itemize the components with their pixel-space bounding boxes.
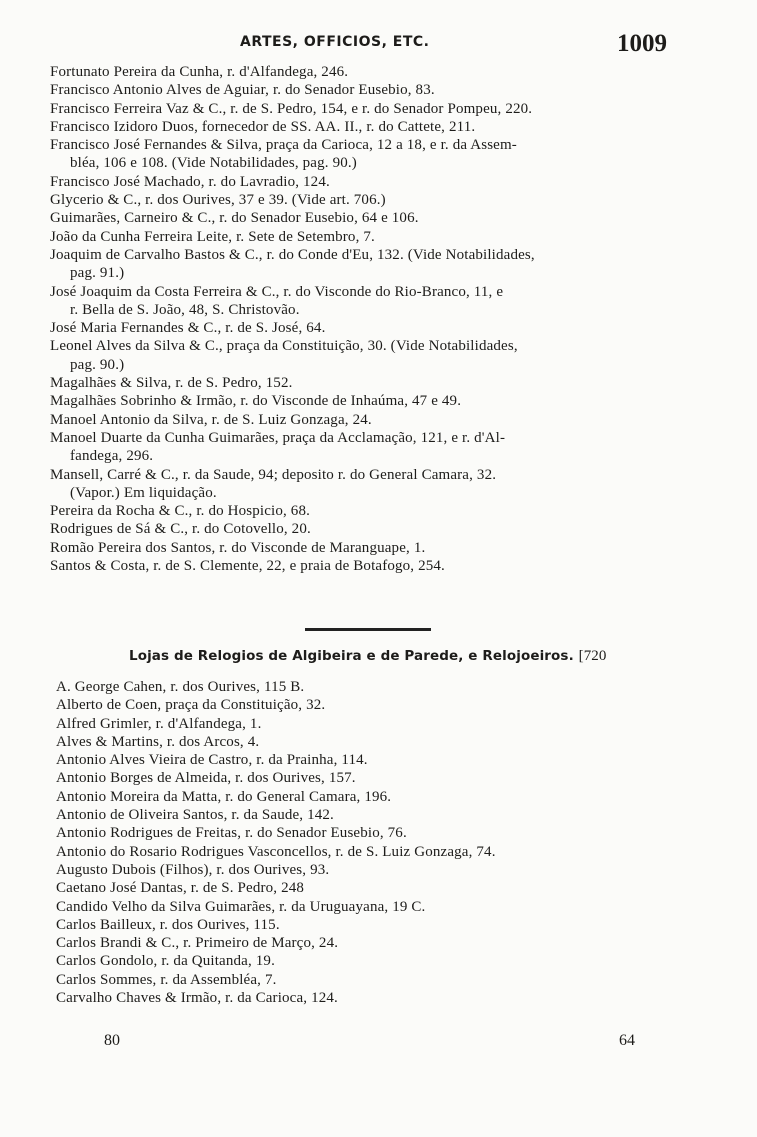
entry-text: Magalhães Sobrinho & Irmão, r. do Visconde de Inhaúma, 47 e 49.	[50, 393, 462, 410]
section-heading-title: Lojas de Relogios de Algibeira e de Parede, e Relojoeiros.	[129, 648, 574, 664]
section-code: [720	[578, 648, 607, 664]
watch-shop-entry: Antonio Rodrigues de Freitas, r. do Senador Eusebio, 76.	[56, 825, 407, 842]
watch-shop-entry: Antonio Moreira da Matta, r. do General Camara, 196.	[56, 788, 392, 805]
entry-text: Pereira da Rocha & C., r. do Hospicio, 68.	[50, 503, 311, 520]
directory-entry	[50, 392, 757, 410]
entry-text: Guimarães, Carneiro & C., r. do Senador Eusebio, 64 e 106.	[50, 210, 419, 227]
directory-entry	[50, 191, 757, 209]
directory-section-1	[50, 63, 757, 575]
watch-shop-entry: Alves & Martins, r. dos Arcos, 4.	[56, 733, 260, 750]
entry-continuation: (Vapor.) Em liquidação.	[70, 484, 217, 501]
watch-shop-entry: Caetano José Dantas, r. de S. Pedro, 248	[56, 880, 305, 897]
watch-shop-entry: Augusto Dubois (Filhos), r. dos Ourives, 93.	[56, 861, 330, 878]
directory-section-2	[56, 678, 757, 1007]
page-header	[0, 30, 757, 66]
directory-entry	[50, 100, 757, 118]
entry-text: Romão Pereira dos Santos, r. do Visconde de Maranguape, 1.	[50, 539, 426, 556]
watch-shop-entry: Alberto de Coen, praça da Constituição, 32.	[56, 697, 326, 714]
entry-text: Magalhães & Silva, r. de S. Pedro, 152.	[50, 375, 293, 392]
watch-shop-entry: Antonio Alves Vieira de Castro, r. da Prainha, 114.	[56, 752, 368, 769]
directory-entry	[50, 118, 757, 136]
watch-shop-entry: Antonio do Rosario Rodrigues Vasconcellos, r. de S. Luiz Gonzaga, 74.	[56, 843, 496, 860]
footer-signature-right: 64	[619, 1032, 635, 1049]
directory-entry	[50, 374, 757, 392]
watch-shop-entry: Antonio Borges de Almeida, r. dos Ourives, 157.	[56, 770, 356, 787]
directory-entry	[50, 209, 757, 227]
footer-signature-left: 80	[104, 1032, 120, 1049]
entry-text: Glycerio & C., r. dos Ourives, 37 e 39. (Vide art. 706.)	[50, 192, 386, 209]
entry-continuation: fandega, 296.	[70, 448, 154, 465]
directory-entry	[50, 539, 757, 557]
directory-entry	[50, 63, 757, 81]
entry-text: Santos & Costa, r. de S. Clemente, 22, e praia de Botafogo, 254.	[50, 558, 445, 575]
page-number: 1009	[617, 30, 667, 57]
watch-shop-entry: Carvalho Chaves & Irmão, r. da Carioca, 124.	[56, 990, 338, 1007]
entry-text: Francisco José Fernandes & Silva, praça da Carioca, 12 a 18, e r. da Assem-	[50, 137, 517, 154]
entry-text: José Maria Fernandes & C., r. de S. José, 64.	[50, 320, 326, 337]
watch-shop-entry: A. George Cahen, r. dos Ourives, 115 B.	[56, 679, 305, 695]
directory-entry	[50, 520, 757, 538]
entry-text: Leonel Alves da Silva & C., praça da Constituição, 30. (Vide Notabilidades,	[50, 338, 518, 355]
directory-entry	[50, 228, 757, 246]
entry-text: Francisco Antonio Alves de Aguiar, r. do Senador Eusebio, 83.	[50, 82, 435, 99]
directory-entry	[50, 136, 757, 173]
entry-text: Francisco José Machado, r. do Lavradio, 124.	[50, 173, 330, 190]
watch-shop-entry: Carlos Gondolo, r. da Quitanda, 19.	[56, 953, 275, 970]
entry-continuation: r. Bella de S. João, 48, S. Christovão.	[70, 301, 300, 318]
directory-entry	[50, 557, 757, 575]
running-title: ARTES, OFFICIOS, ETC.	[240, 34, 430, 50]
watch-shop-entry: Candido Velho da Silva Guimarães, r. da Uruguayana, 19 C.	[56, 898, 426, 915]
directory-entry	[50, 429, 757, 466]
watch-shop-entry: Carlos Sommes, r. da Assembléa, 7.	[56, 971, 277, 988]
directory-entry	[50, 502, 757, 520]
entry-text: Mansell, Carré & C., r. da Saude, 94; deposito r. do General Camara, 32.	[50, 466, 497, 483]
section-heading	[129, 648, 607, 665]
entry-continuation: pag. 90.)	[70, 356, 125, 373]
watch-shop-entry: Antonio de Oliveira Santos, r. da Saude, 142.	[56, 807, 334, 824]
entry-continuation: bléa, 106 e 108. (Vide Notabilidades, pag. 90.)	[70, 155, 357, 172]
entry-continuation: pag. 91.)	[70, 265, 125, 282]
entry-text: Joaquim de Carvalho Bastos & C., r. do Conde d'Eu, 132. (Vide Notabilidades,	[50, 246, 535, 263]
directory-entry	[50, 81, 757, 99]
entry-text: Rodrigues de Sá & C., r. do Cotovello, 20.	[50, 521, 311, 538]
entry-text: José Joaquim da Costa Ferreira & C., r. do Visconde do Rio-Branco, 11, e	[50, 283, 504, 300]
watch-shop-entry: Carlos Bailleux, r. dos Ourives, 115.	[56, 916, 280, 933]
entry-text: João da Cunha Ferreira Leite, r. Sete de Setembro, 7.	[50, 228, 375, 245]
section-divider	[305, 628, 431, 631]
entry-text: Francisco Ferreira Vaz & C., r. de S. Pedro, 154, e r. do Senador Pompeu, 220.	[50, 100, 533, 117]
entry-text: Fortunato Pereira da Cunha, r. d'Alfandega, 246.	[50, 64, 349, 80]
directory-entry	[50, 173, 757, 191]
entry-text: Manoel Antonio da Silva, r. de S. Luiz Gonzaga, 24.	[50, 411, 372, 428]
directory-entry	[50, 283, 757, 320]
directory-entry	[50, 411, 757, 429]
directory-entry	[50, 466, 757, 503]
entry-text: Manoel Duarte da Cunha Guimarães, praça da Acclamação, 121, e r. d'Al-	[50, 429, 506, 446]
watch-shop-entry: Alfred Grimler, r. d'Alfandega, 1.	[56, 715, 262, 732]
directory-entry	[50, 246, 757, 283]
watch-shop-entry: Carlos Brandi & C., r. Primeiro de Março, 24.	[56, 935, 339, 952]
entry-text: Francisco Izidoro Duos, fornecedor de SS. AA. II., r. do Cattete, 211.	[50, 118, 476, 135]
directory-entry	[50, 337, 757, 374]
directory-entry	[50, 319, 757, 337]
